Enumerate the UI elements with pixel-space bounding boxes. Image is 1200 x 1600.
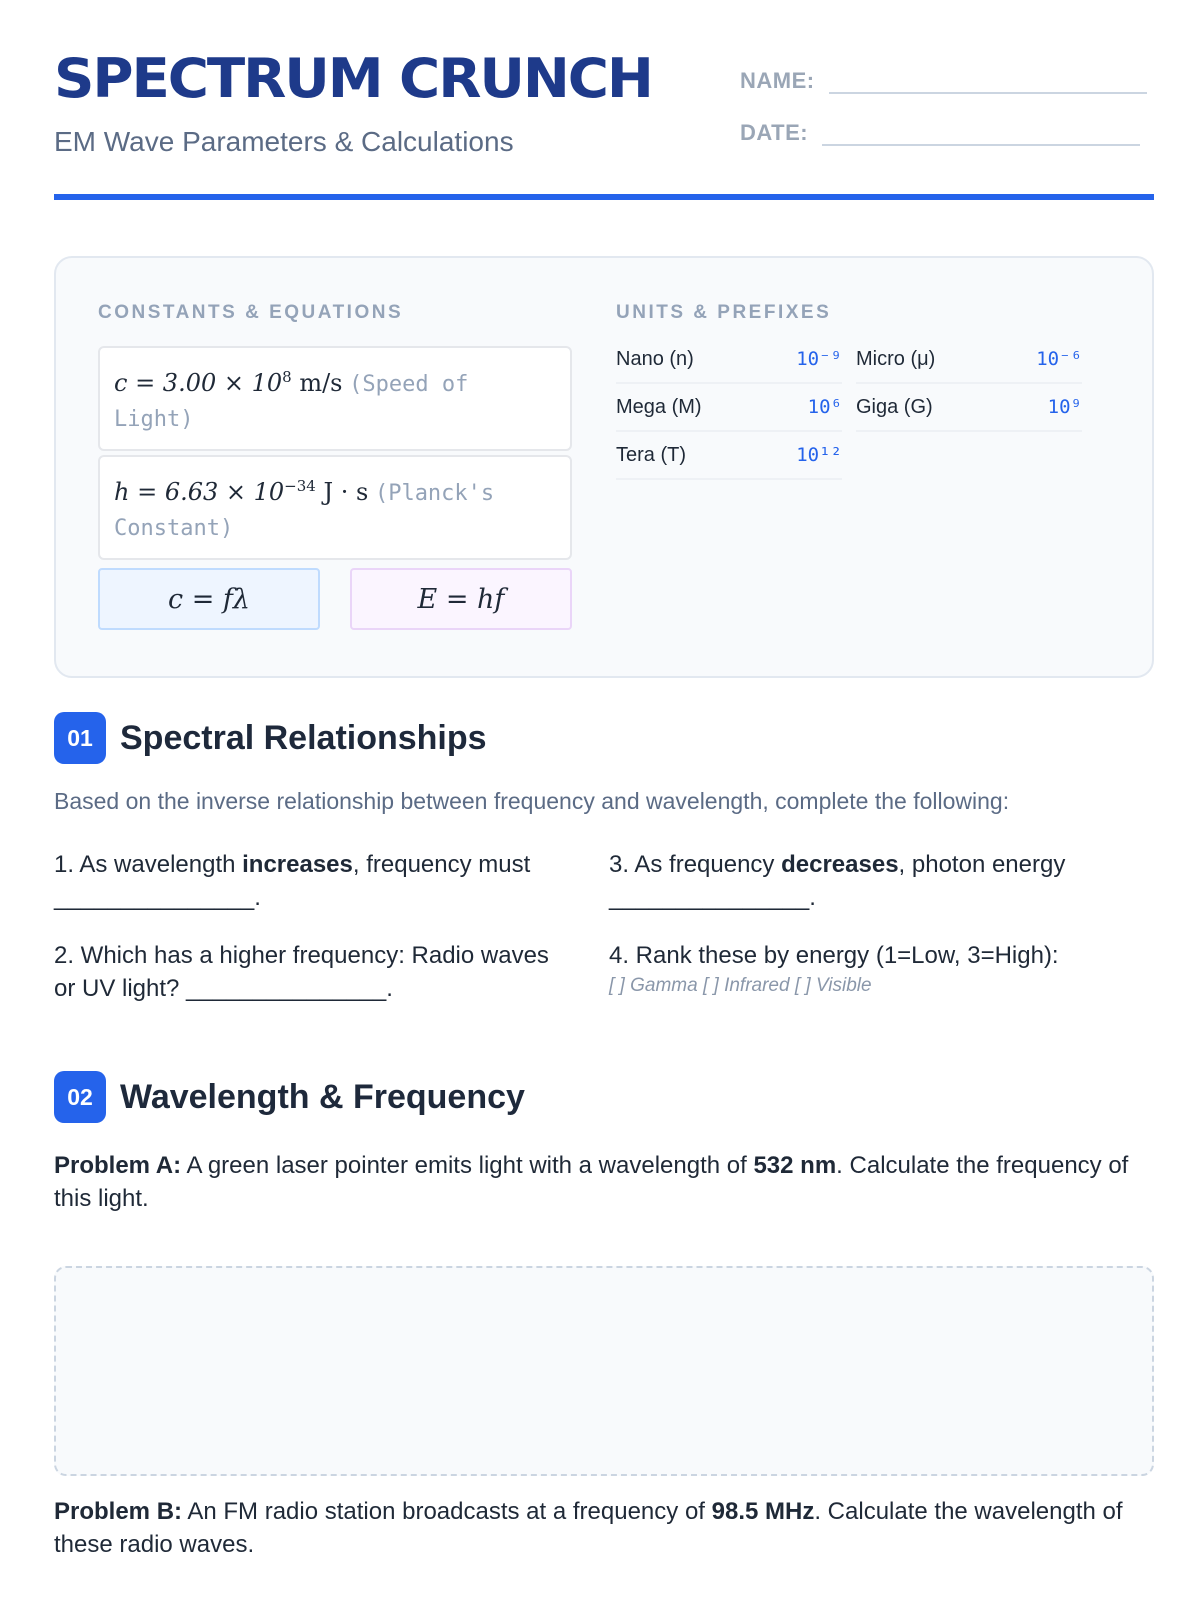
question-1 [54, 848, 564, 914]
question-text: 1. As wavelength [54, 851, 243, 878]
section-1-header [54, 712, 487, 764]
constant-card-planck [98, 455, 572, 560]
unit-value: 10⁹ [1047, 396, 1082, 418]
question-3 [609, 848, 1119, 914]
problem-b [54, 1495, 1144, 1561]
question-2: 2. Which has a higher frequency: Radio waves or UV light? _______________. [54, 942, 549, 1002]
unit-name: Micro (μ) [856, 347, 936, 370]
constant-unit: m/s [291, 369, 343, 397]
unit-value: 10⁻⁹ [796, 348, 842, 370]
unit-value: 10¹² [796, 444, 842, 466]
section-title: Wavelength & Frequency [120, 1077, 525, 1116]
problem-text-end: . Calculate the wavelength of these radio waves. [54, 1498, 1123, 1558]
unit-row-mega [616, 384, 842, 432]
constant-note: (Planck's Constant) [114, 481, 495, 541]
constant-lhs: h = 6.63 × 10 [114, 478, 285, 506]
worksheet-subtitle: EM Wave Parameters & Calculations [54, 126, 514, 157]
date-field[interactable] [740, 110, 1140, 146]
worksheet-title: SPECTRUM CRUNCH [54, 47, 652, 110]
name-label: NAME: [740, 68, 815, 93]
section-number-badge: 01 [54, 712, 106, 764]
units-heading: UNITS & PREFIXES [616, 302, 832, 323]
unit-value: 10⁶ [807, 396, 842, 418]
worksheet-header [54, 0, 1154, 200]
photon-energy-equation-card: E = hf [350, 568, 572, 630]
unit-row-giga [856, 384, 1082, 432]
rank-options[interactable]: [ ] Gamma [ ] Infrared [ ] Visible [609, 975, 872, 996]
name-input-line[interactable] [829, 58, 1147, 94]
question-emphasis: decreases [781, 851, 899, 878]
constant-exponent: −34 [284, 477, 316, 495]
date-input-line[interactable] [822, 110, 1140, 146]
constant-exponent: 8 [282, 368, 292, 386]
constant-equation [114, 478, 368, 506]
problem-text: An FM radio station broadcasts at a frequency of [182, 1498, 712, 1525]
constants-heading: CONSTANTS & EQUATIONS [98, 302, 404, 323]
constant-lhs: c = 3.00 × 10 [114, 369, 283, 397]
unit-row-tera [616, 432, 842, 480]
question-emphasis: increases [242, 851, 353, 878]
problem-label: Problem B: [54, 1498, 183, 1525]
question-text-end: , frequency must _______________. [54, 851, 531, 911]
problem-a [54, 1149, 1144, 1215]
section-2-header [54, 1071, 525, 1123]
problem-a-work-area[interactable] [54, 1266, 1154, 1476]
problem-value: 98.5 MHz [711, 1498, 815, 1525]
unit-name: Nano (n) [616, 347, 694, 370]
unit-value: 10⁻⁶ [1036, 348, 1082, 370]
section-title: Spectral Relationships [120, 718, 487, 757]
problem-text: A green laser pointer emits light with a wavelength of [181, 1152, 754, 1179]
question-text-end: , photon energy _______________. [609, 851, 1066, 911]
reference-panel [54, 256, 1154, 678]
constant-note: (Speed of Light) [114, 372, 469, 432]
section-number-badge: 02 [54, 1071, 106, 1123]
date-label: DATE: [740, 120, 809, 145]
name-field[interactable] [740, 58, 1147, 94]
unit-row-nano [616, 336, 842, 384]
problem-label: Problem A: [54, 1152, 182, 1179]
problem-text-end: . Calculate the frequency of this light. [54, 1152, 1129, 1212]
constant-unit: J · s [315, 478, 369, 506]
section-1-instructions: Based on the inverse relationship between frequency and wavelength, complete the following: [54, 788, 1010, 814]
question-text: 3. As frequency [609, 851, 782, 878]
question-text: 4. Rank these by energy (1=Low, 3=High): [609, 942, 1059, 969]
wave-equation-card: c = fλ [98, 568, 320, 630]
problem-value: 532 nm [753, 1152, 837, 1179]
unit-name: Mega (M) [616, 395, 702, 418]
unit-name: Giga (G) [856, 395, 933, 418]
unit-row-micro [856, 336, 1082, 384]
constant-equation [114, 369, 343, 397]
unit-name: Tera (T) [616, 443, 686, 466]
header-divider [54, 194, 1154, 200]
constant-card-speed-of-light [98, 346, 572, 451]
question-4 [609, 939, 1119, 1000]
